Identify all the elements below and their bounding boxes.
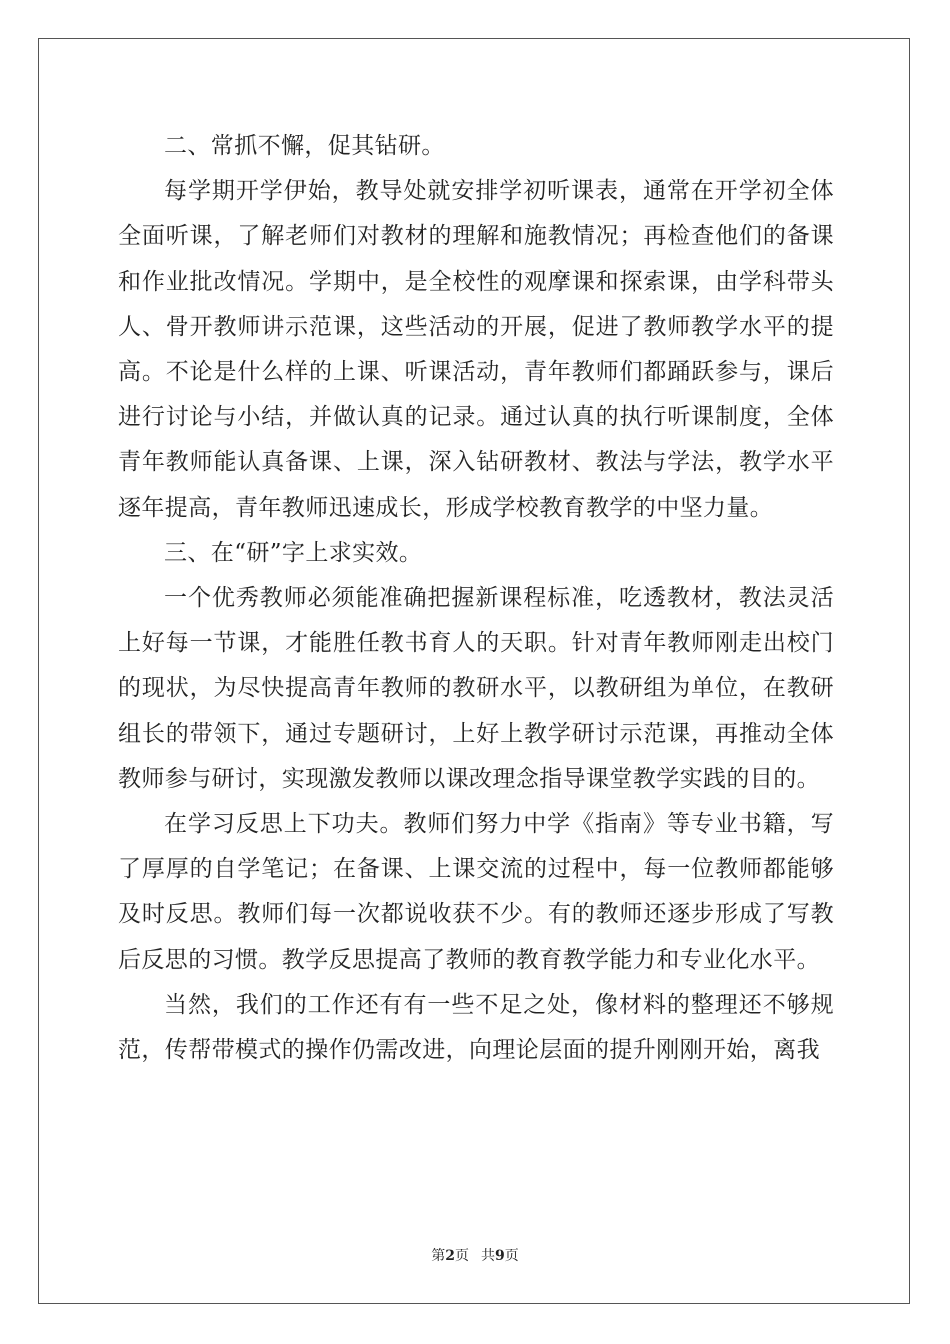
- section-heading-2: 二、常抓不懈，促其钻研。: [164, 133, 445, 159]
- page-suffix: 页: [455, 1248, 469, 1264]
- total-pages: 9: [495, 1248, 505, 1264]
- total-suffix: 页: [504, 1248, 519, 1264]
- body-paragraph: 每学期开学伊始，教导处就安排学初听课表，通常在开学初全体全面听课，了解老师们对教材的理解和施教情况；再检查他们的备课和作业批改情况。学期中，是全校性的观摩课和探索课，由学科带头人、骨开教师讲示范课，这些活动的开展，促进了教师教学水平的提高。不论是什么样的上课、听课活动，青年教师们都踊跃参与，课后进行讨论与小结，并做认真的记录。通过认真的执行听课制度，全体青年教师能认真备课、上课，深入钻研教材、教法与学法，教学水平逐年提高，青年教师迅速成长，形成学校教育教学的中坚力量。: [118, 178, 834, 521]
- document-body: [118, 124, 834, 1073]
- body-paragraph: 当然，我们的工作还有有一些不足之处，像材料的整理还不够规范，传帮带模式的操作仍需改进，向理论层面的提升刚刚开始，离我: [118, 991, 834, 1064]
- page-number: 2: [445, 1248, 455, 1264]
- total-prefix: 共: [481, 1248, 495, 1264]
- body-paragraph: 一个优秀教师必须能准确把握新课程标准，吃透教材，教法灵活上好每一节课，才能胜任教书育人的天职。针对青年教师刚走出校门的现状，为尽快提高青年教师的教研水平，以教研组为单位，在教研组长的带领下，通过专题研讨，上好上教学研讨示范课，再推动全体教师参与研讨，实现激发教师以课改理念指导课堂教学实践的目的。: [118, 585, 834, 792]
- section-heading-3: 三、在“研”字上求实效。: [164, 539, 423, 566]
- page-footer: [0, 1245, 950, 1265]
- page-prefix: 第: [431, 1248, 446, 1264]
- body-paragraph: 在学习反思上下功夫。教师们努力中学《指南》等专业书籍，写了厚厚的自学笔记；在备课、上课交流的过程中，每一位教师都能够及时反思。教师们每一次都说收获不少。有的教师还逐步形成了写教后反思的习惯。教学反思提高了教师的教育教学能力和专业化水平。: [118, 811, 834, 973]
